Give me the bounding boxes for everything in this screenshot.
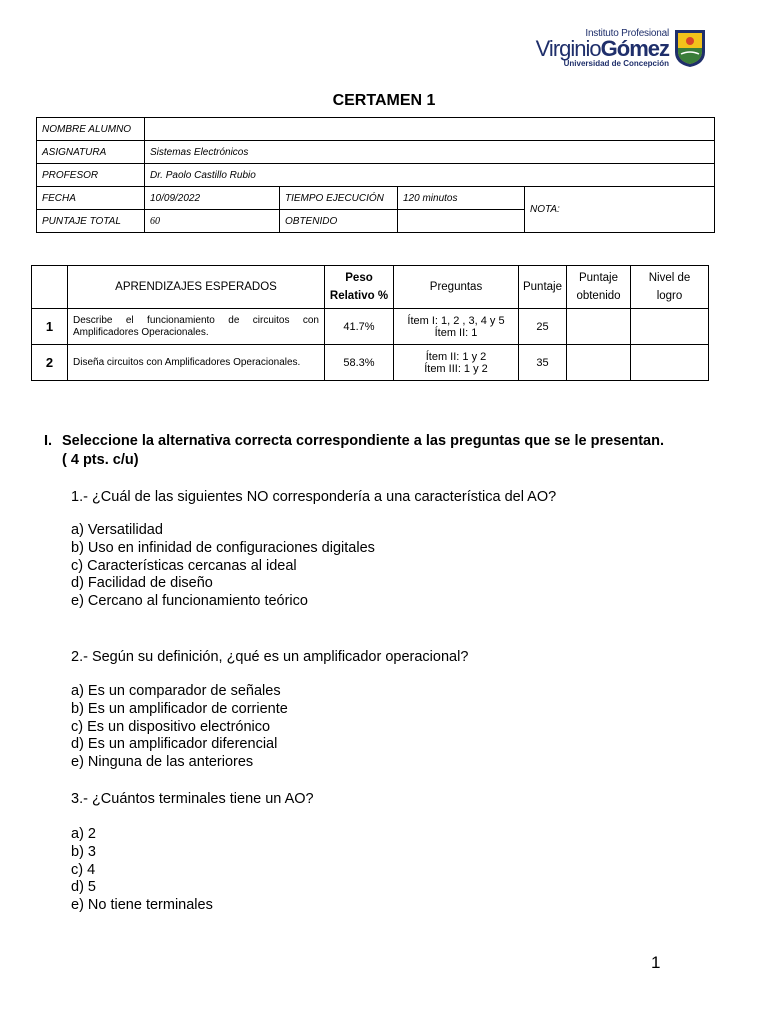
row-puntaje: 35 [519, 345, 567, 381]
option-item[interactable]: b) Es un amplificador de corriente [71, 700, 288, 717]
option-item[interactable]: a) 2 [71, 826, 96, 842]
nombre-field[interactable] [145, 118, 715, 141]
question-2-options [71, 683, 288, 772]
header-aprendizajes: APRENDIZAJES ESPERADOS [68, 266, 325, 309]
row-preguntas-1: Ítem I: 1, 2 , 3, 4 y 5 [407, 314, 505, 327]
obtenido-label: OBTENIDO [280, 210, 398, 233]
header-obtenido [567, 266, 631, 309]
row-nivel-logro[interactable] [631, 309, 709, 345]
institution-logo [503, 26, 708, 70]
page-title: CERTAMEN 1 [332, 92, 436, 109]
option-item[interactable]: d) 5 [71, 879, 96, 896]
row-puntaje-obtenido[interactable] [567, 345, 631, 381]
option-item[interactable]: b) 3 [71, 843, 96, 860]
nota-field[interactable]: NOTA: [525, 187, 715, 233]
logo-sub-text: Universidad de Concepción [563, 59, 669, 68]
fecha-label: FECHA [37, 187, 145, 210]
aprendizajes-table [31, 265, 709, 381]
header-obtenido-2: obtenido [576, 290, 621, 302]
question-3: 3.- ¿Cuántos terminales tiene un AO? [71, 791, 314, 807]
row-puntaje: 25 [519, 309, 567, 345]
row-puntaje-obtenido[interactable] [567, 309, 631, 345]
row-nivel-logro[interactable] [631, 345, 709, 381]
option-item[interactable]: c) Es un dispositivo electrónico [71, 718, 271, 735]
row-peso: 58.3% [325, 345, 394, 381]
header-peso-1: Peso [345, 272, 373, 284]
header-index [32, 266, 68, 309]
aprendizajes-header-row [32, 266, 709, 309]
info-row-asignatura [37, 141, 715, 164]
header-puntaje: Puntaje [519, 266, 567, 309]
option-item[interactable]: e) Ninguna de las anteriores [71, 754, 254, 771]
obtenido-field[interactable] [398, 210, 525, 233]
page-number: 1 [651, 953, 661, 972]
header-logro [631, 266, 709, 309]
option-item[interactable]: e) Cercano al funcionamiento teórico [71, 593, 308, 610]
option-item[interactable]: a) Es un comparador de señales [71, 683, 281, 699]
fecha-value: 10/09/2022 [145, 187, 280, 210]
puntaje-total-label: PUNTAJE TOTAL [37, 210, 145, 233]
option-item[interactable]: c) 4 [71, 861, 96, 878]
row-number: 2 [32, 345, 68, 381]
nombre-label: NOMBRE ALUMNO [37, 118, 145, 141]
option-item[interactable]: e) No tiene terminales [71, 897, 213, 914]
info-row-nombre [37, 118, 715, 141]
question-1: 1.- ¿Cuál de las siguientes NO correspondería a una característica del AO? [71, 489, 557, 505]
option-item[interactable]: d) Es un amplificador diferencial [71, 736, 278, 753]
row-preguntas [394, 345, 519, 381]
asignatura-value: Sistemas Electrónicos [145, 141, 715, 164]
section-text: Seleccione la alternativa correcta correspondiente a las preguntas que se le presentan. ( 4 pts. c/u) [62, 433, 664, 468]
tiempo-value: 120 minutos [398, 187, 525, 210]
header-peso-2: Relativo % [329, 290, 389, 302]
logo-main-a: Virginio [535, 36, 601, 61]
question-3-options [71, 826, 213, 915]
table-row [32, 345, 709, 381]
table-row [32, 309, 709, 345]
header-peso [325, 266, 394, 309]
row-preguntas [394, 309, 519, 345]
logo-top-text: Instituto Profesional [585, 28, 669, 39]
row-preguntas-2: Ítem III: 1 y 2 [424, 362, 488, 375]
asignatura-label: ASIGNATURA [37, 141, 145, 164]
question-2: 2.- Según su definición, ¿qué es un amplificador operacional? [71, 649, 469, 665]
section-roman: I. [44, 433, 53, 449]
option-item[interactable]: d) Facilidad de diseño [71, 575, 213, 592]
logo-text [503, 26, 671, 70]
profesor-value: Dr. Paolo Castillo Rubio [145, 164, 715, 187]
profesor-label: PROFESOR [37, 164, 145, 187]
row-preguntas-2: Ítem II: 1 [434, 326, 478, 339]
info-row-profesor [37, 164, 715, 187]
header-preguntas: Preguntas [394, 266, 519, 309]
info-row-fecha [37, 187, 715, 210]
option-item[interactable]: c) Características cercanas al ideal [71, 557, 297, 574]
logo-main-b: Gómez [600, 36, 669, 61]
row-peso: 41.7% [325, 309, 394, 345]
header-logro-2: logro [656, 290, 683, 302]
row-description: Describe el funcionamiento de circuitos con Amplificadores Operacionales. [68, 309, 325, 345]
option-item[interactable]: b) Uso en infinidad de configuraciones digitales [71, 539, 375, 556]
option-item[interactable]: a) Versatilidad [71, 522, 163, 538]
row-number: 1 [32, 309, 68, 345]
row-preguntas-1: Ítem II: 1 y 2 [425, 350, 487, 363]
puntaje-total-value: 60 [145, 210, 280, 233]
row-description: Diseña circuitos con Amplificadores Operacionales. [68, 345, 325, 381]
shield-icon [673, 28, 707, 68]
question-1-options [71, 522, 375, 611]
section-heading [44, 432, 664, 470]
header-obtenido-1: Puntaje [578, 272, 618, 284]
tiempo-label: TIEMPO EJECUCIÓN [280, 187, 398, 210]
student-info-table [36, 117, 715, 233]
header-logro-1: Nivel de [648, 272, 691, 284]
